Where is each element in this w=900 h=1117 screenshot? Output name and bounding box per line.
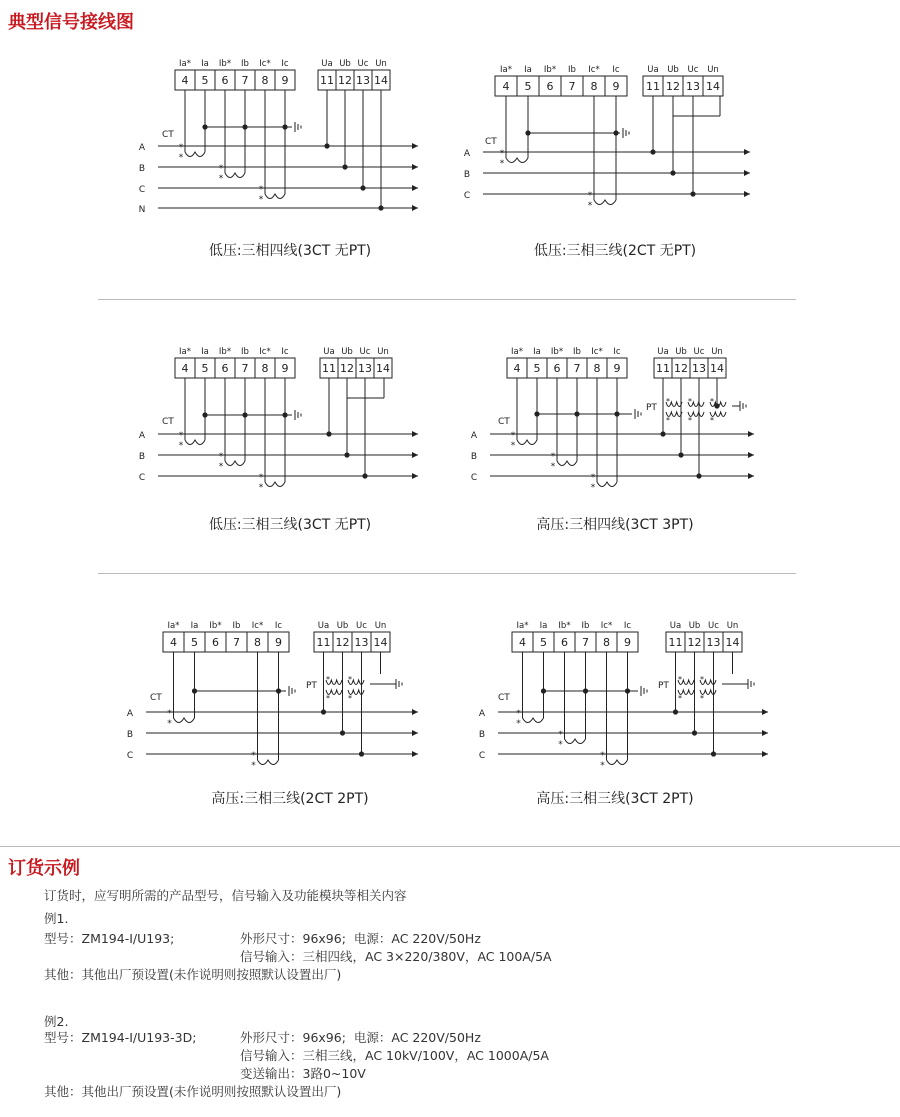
current-terminal-label: Ib* bbox=[550, 347, 564, 357]
polarity-star: * bbox=[590, 473, 596, 483]
voltage-terminal-number: 11 bbox=[322, 362, 336, 375]
voltage-terminal-number: 13 bbox=[686, 80, 700, 93]
junction-dot bbox=[378, 205, 383, 210]
current-terminal-label: Ic bbox=[274, 621, 283, 631]
junction-dot bbox=[541, 688, 546, 693]
junction-dot bbox=[202, 412, 207, 417]
line-arrow bbox=[412, 751, 418, 757]
junction-dot bbox=[192, 688, 197, 693]
ct-label: CT bbox=[498, 693, 510, 703]
current-terminal-number: 9 bbox=[281, 362, 289, 375]
polarity-star: * bbox=[218, 452, 224, 462]
current-terminal-number: 5 bbox=[191, 636, 198, 649]
current-terminal-label: Ia bbox=[524, 65, 532, 75]
line-arrow bbox=[762, 730, 768, 736]
polarity-star: * bbox=[251, 751, 256, 761]
voltage-terminal-label: Un bbox=[726, 621, 739, 631]
wiring-title: 典型信号接线图 bbox=[8, 12, 134, 33]
polarity-star: * bbox=[258, 195, 264, 205]
voltage-terminal-number: 11 bbox=[656, 362, 670, 375]
line-arrow bbox=[412, 709, 418, 715]
polarity-star: * bbox=[678, 675, 682, 684]
ex1-heading: 例1. bbox=[44, 911, 69, 926]
current-terminal-label: Ia bbox=[539, 621, 548, 631]
current-terminal-number: 4 bbox=[519, 636, 526, 649]
current-terminal-label: Ic bbox=[612, 65, 620, 75]
junction-dot bbox=[321, 709, 326, 714]
polarity-star: * bbox=[178, 441, 184, 451]
current-terminal-number: 9 bbox=[281, 74, 289, 87]
polarity-star: * bbox=[600, 751, 605, 761]
current-terminal-number: 9 bbox=[624, 636, 631, 649]
ct-coil bbox=[225, 173, 245, 178]
voltage-terminal-label: Ub bbox=[341, 347, 353, 357]
divider-2 bbox=[98, 573, 796, 574]
line-arrow bbox=[412, 730, 418, 736]
line-arrow bbox=[748, 452, 754, 458]
junction-dot bbox=[678, 452, 683, 457]
ct-label: CT bbox=[162, 130, 174, 140]
ex2-transmit: 变送输出：3路0~10V bbox=[240, 1066, 366, 1081]
polarity-star: * bbox=[348, 675, 352, 684]
polarity-star: * bbox=[218, 164, 224, 174]
current-terminal-label: Ib* bbox=[558, 621, 571, 631]
caption-6: 高压:三相三线(3CT 2PT) bbox=[536, 791, 694, 807]
voltage-terminal-number: 13 bbox=[356, 74, 370, 87]
ex1-model: 型号：ZM194-I/U193; bbox=[44, 931, 175, 946]
ct-coil bbox=[607, 760, 628, 765]
polarity-star: * bbox=[258, 483, 264, 488]
current-terminal-label: Ib bbox=[232, 621, 241, 631]
voltage-terminal-number: 14 bbox=[376, 362, 390, 375]
polarity-star: * bbox=[700, 694, 704, 703]
line-arrow bbox=[744, 149, 750, 155]
current-terminal-label: Ia* bbox=[500, 65, 512, 75]
current-terminal-number: 5 bbox=[524, 80, 532, 93]
junction-dot bbox=[340, 730, 345, 735]
polarity-star: * bbox=[590, 483, 596, 488]
caption-2: 低压:三相三线(2CT 无PT) bbox=[533, 243, 697, 259]
current-terminal-label: Ib* bbox=[218, 347, 232, 357]
current-terminal-number: 7 bbox=[241, 74, 249, 87]
phase-label-b: B bbox=[463, 170, 471, 180]
polarity-star: * bbox=[218, 174, 224, 184]
voltage-terminal-label: Un bbox=[374, 621, 387, 631]
polarity-star: * bbox=[499, 159, 505, 169]
polarity-star: * bbox=[326, 675, 330, 684]
current-terminal-number: 6 bbox=[546, 80, 554, 93]
phase-label-a: A bbox=[126, 709, 134, 719]
junction-dot bbox=[696, 473, 701, 478]
voltage-terminal-label: Ub bbox=[675, 347, 687, 357]
current-terminal-label: Ic* bbox=[588, 65, 600, 75]
current-terminal-number: 6 bbox=[221, 74, 229, 87]
polarity-star: * bbox=[558, 730, 563, 740]
phase-label-n: N bbox=[138, 205, 146, 215]
ct-label: CT bbox=[162, 417, 174, 427]
junction-dot bbox=[359, 751, 364, 756]
phase-label-a: A bbox=[138, 143, 146, 153]
line-arrow bbox=[412, 185, 418, 191]
polarity-star: * bbox=[587, 191, 593, 201]
current-terminal-label: Ic bbox=[281, 347, 289, 357]
polarity-star: * bbox=[666, 416, 670, 425]
voltage-terminal-label: Ua bbox=[669, 621, 682, 631]
phase-label-c: C bbox=[126, 751, 134, 761]
voltage-terminal-number: 12 bbox=[666, 80, 680, 93]
current-terminal-number: 6 bbox=[221, 362, 229, 375]
pt-label: PT bbox=[306, 681, 317, 691]
polarity-star: * bbox=[587, 201, 593, 211]
current-terminal-label: Ic bbox=[281, 59, 289, 69]
diagram-2 bbox=[455, 56, 765, 216]
current-terminal-label: Ib bbox=[568, 65, 576, 75]
order-title: 订货示例 bbox=[8, 858, 80, 879]
current-terminal-number: 8 bbox=[593, 362, 601, 375]
polarity-star: * bbox=[510, 431, 516, 441]
voltage-terminal-label: Uc bbox=[693, 347, 705, 357]
phase-label-c: C bbox=[463, 191, 471, 201]
polarity-star: * bbox=[710, 416, 714, 425]
voltage-terminal-label: Ub bbox=[667, 65, 679, 75]
ex2-signal: 信号输入：三相三线，AC 10kV/100V，AC 1000A/5A bbox=[240, 1048, 549, 1063]
caption-3: 低压:三相三线(3CT 无PT) bbox=[208, 517, 372, 533]
voltage-terminal-label: Uc bbox=[359, 347, 371, 357]
ct-coil bbox=[265, 194, 285, 199]
junction-dot bbox=[614, 411, 619, 416]
current-terminal-label: Ia* bbox=[179, 59, 191, 69]
current-terminal-number: 7 bbox=[582, 636, 589, 649]
voltage-terminal-label: Uc bbox=[687, 65, 699, 75]
ct-label: CT bbox=[485, 137, 497, 147]
current-terminal-label: Ia bbox=[533, 347, 541, 357]
section-divider bbox=[0, 846, 900, 847]
phase-label-b: B bbox=[126, 730, 134, 740]
ct-coil bbox=[225, 461, 245, 466]
current-terminal-number: 4 bbox=[502, 80, 510, 93]
divider-1 bbox=[98, 299, 796, 300]
junction-dot bbox=[202, 124, 207, 129]
current-terminal-number: 9 bbox=[613, 362, 621, 375]
diagram-3 bbox=[130, 338, 430, 488]
current-terminal-label: Ic* bbox=[259, 59, 271, 69]
current-terminal-number: 7 bbox=[241, 362, 249, 375]
polarity-star: * bbox=[258, 185, 264, 195]
ct-coil bbox=[506, 158, 528, 163]
voltage-terminal-number: 13 bbox=[692, 362, 706, 375]
voltage-terminal-label: Uc bbox=[708, 621, 719, 631]
voltage-terminal-label: Un bbox=[375, 59, 387, 69]
junction-dot bbox=[242, 412, 247, 417]
current-terminal-label: Ib bbox=[241, 59, 249, 69]
junction-dot bbox=[282, 412, 287, 417]
line-arrow bbox=[412, 143, 418, 149]
ex2-other: 其他：其他出厂预设置(未作说明则按照默认设置出厂) bbox=[44, 1084, 342, 1099]
voltage-terminal-number: 11 bbox=[320, 74, 334, 87]
phase-label-c: C bbox=[470, 473, 478, 483]
junction-dot bbox=[711, 751, 716, 756]
junction-dot bbox=[324, 143, 329, 148]
junction-dot bbox=[282, 124, 287, 129]
caption-4: 高压:三相四线(3CT 3PT) bbox=[536, 517, 694, 533]
diagram-6 bbox=[470, 612, 780, 772]
polarity-star: * bbox=[666, 397, 670, 406]
current-terminal-number: 6 bbox=[212, 636, 219, 649]
ct-coil bbox=[185, 152, 205, 157]
voltage-terminal-label: Ua bbox=[321, 59, 333, 69]
voltage-terminal-number: 13 bbox=[706, 636, 721, 649]
voltage-terminal-number: 11 bbox=[646, 80, 660, 93]
ct-coil bbox=[265, 482, 285, 487]
current-terminal-number: 8 bbox=[603, 636, 610, 649]
voltage-terminal-label: Ua bbox=[323, 347, 335, 357]
current-terminal-number: 8 bbox=[254, 636, 261, 649]
phase-label-b: B bbox=[470, 452, 478, 462]
current-terminal-label: Ia bbox=[190, 621, 199, 631]
current-terminal-number: 8 bbox=[261, 74, 269, 87]
voltage-terminal-number: 14 bbox=[374, 74, 388, 87]
junction-dot bbox=[344, 452, 349, 457]
junction-dot bbox=[670, 170, 675, 175]
voltage-terminal-label: Un bbox=[707, 65, 719, 75]
current-terminal-number: 7 bbox=[573, 362, 581, 375]
polarity-star: * bbox=[510, 441, 516, 451]
ct-coil bbox=[523, 718, 544, 723]
current-terminal-number: 9 bbox=[612, 80, 620, 93]
polarity-star: * bbox=[600, 761, 605, 771]
voltage-terminal-label: Ub bbox=[688, 621, 701, 631]
current-terminal-label: Ib* bbox=[209, 621, 222, 631]
current-terminal-number: 5 bbox=[201, 362, 209, 375]
polarity-star: * bbox=[499, 149, 505, 159]
voltage-terminal-number: 14 bbox=[725, 636, 740, 649]
polarity-star: * bbox=[258, 473, 264, 483]
current-terminal-number: 8 bbox=[590, 80, 598, 93]
ct-coil bbox=[517, 440, 537, 445]
polarity-star: * bbox=[167, 719, 172, 729]
ct-coil bbox=[557, 461, 577, 466]
voltage-terminal-number: 12 bbox=[335, 636, 350, 649]
junction-dot bbox=[525, 130, 530, 135]
line-arrow bbox=[762, 709, 768, 715]
voltage-terminal-number: 14 bbox=[710, 362, 724, 375]
voltage-terminal-label: Ua bbox=[647, 65, 659, 75]
phase-label-c: C bbox=[478, 751, 486, 761]
voltage-terminal-number: 12 bbox=[674, 362, 688, 375]
junction-dot bbox=[583, 688, 588, 693]
phase-label-a: A bbox=[138, 431, 146, 441]
ct-coil bbox=[597, 482, 617, 487]
pt-label: PT bbox=[658, 681, 669, 691]
caption-1: 低压:三相四线(3CT 无PT) bbox=[208, 243, 372, 259]
junction-dot bbox=[276, 688, 281, 693]
current-terminal-number: 4 bbox=[181, 74, 189, 87]
current-terminal-number: 8 bbox=[261, 362, 269, 375]
voltage-terminal-number: 12 bbox=[687, 636, 702, 649]
voltage-terminal-number: 13 bbox=[358, 362, 372, 375]
line-arrow bbox=[412, 473, 418, 479]
line-arrow bbox=[412, 205, 418, 211]
current-terminal-label: Ib* bbox=[218, 59, 232, 69]
phase-label-c: C bbox=[138, 185, 146, 195]
polarity-star: * bbox=[550, 452, 556, 462]
diagram-1 bbox=[130, 50, 430, 220]
current-terminal-label: Ib bbox=[241, 347, 249, 357]
ct-coil bbox=[258, 760, 279, 765]
polarity-star: * bbox=[550, 462, 556, 472]
current-terminal-number: 5 bbox=[201, 74, 209, 87]
phase-label-a: A bbox=[470, 431, 478, 441]
diagram-4 bbox=[462, 338, 772, 488]
current-terminal-number: 5 bbox=[533, 362, 541, 375]
junction-dot bbox=[362, 473, 367, 478]
voltage-terminal-label: Un bbox=[711, 347, 723, 357]
voltage-terminal-number: 11 bbox=[316, 636, 331, 649]
pt-label: PT bbox=[646, 403, 657, 413]
phase-label-c: C bbox=[138, 473, 146, 483]
polarity-star: * bbox=[516, 709, 521, 719]
junction-dot bbox=[574, 411, 579, 416]
voltage-terminal-label: Ub bbox=[339, 59, 351, 69]
line-arrow bbox=[744, 191, 750, 197]
voltage-terminal-label: Ua bbox=[317, 621, 330, 631]
line-arrow bbox=[762, 751, 768, 757]
ct-label: CT bbox=[150, 693, 162, 703]
line-arrow bbox=[412, 452, 418, 458]
current-terminal-label: Ia bbox=[201, 347, 209, 357]
voltage-terminal-label: Un bbox=[377, 347, 389, 357]
junction-dot bbox=[660, 431, 665, 436]
phase-label-a: A bbox=[478, 709, 486, 719]
ct-coil bbox=[174, 718, 195, 723]
voltage-terminal-label: Uc bbox=[357, 59, 369, 69]
current-terminal-number: 7 bbox=[233, 636, 240, 649]
polarity-star: * bbox=[326, 694, 330, 703]
junction-dot bbox=[360, 185, 365, 190]
current-terminal-number: 4 bbox=[513, 362, 521, 375]
voltage-terminal-label: Uc bbox=[356, 621, 367, 631]
line-arrow bbox=[748, 473, 754, 479]
ct-coil bbox=[594, 200, 616, 205]
polarity-star: * bbox=[218, 462, 224, 472]
junction-dot bbox=[625, 688, 630, 693]
current-terminal-number: 5 bbox=[540, 636, 547, 649]
current-terminal-label: Ia* bbox=[511, 347, 523, 357]
ct-coil bbox=[185, 440, 205, 445]
junction-dot bbox=[692, 730, 697, 735]
caption-5: 高压:三相三线(2CT 2PT) bbox=[211, 791, 369, 807]
current-terminal-number: 6 bbox=[561, 636, 568, 649]
line-arrow bbox=[412, 164, 418, 170]
current-terminal-label: Ib bbox=[581, 621, 590, 631]
polarity-star: * bbox=[700, 675, 704, 684]
line-arrow bbox=[748, 431, 754, 437]
current-terminal-label: Ic bbox=[613, 347, 621, 357]
current-terminal-label: Ic* bbox=[600, 621, 613, 631]
polarity-star: * bbox=[167, 709, 172, 719]
phase-label-b: B bbox=[138, 164, 146, 174]
current-terminal-label: Ic bbox=[623, 621, 632, 631]
junction-dot bbox=[534, 411, 539, 416]
current-terminal-label: Ia bbox=[201, 59, 209, 69]
diagram-5 bbox=[118, 612, 428, 772]
voltage-terminal-number: 14 bbox=[373, 636, 388, 649]
polarity-star: * bbox=[178, 153, 184, 163]
voltage-terminal-number: 14 bbox=[706, 80, 720, 93]
line-arrow bbox=[412, 431, 418, 437]
polarity-star: * bbox=[178, 431, 184, 441]
junction-dot bbox=[342, 164, 347, 169]
phase-label-b: B bbox=[478, 730, 486, 740]
current-terminal-label: Ic* bbox=[251, 621, 264, 631]
current-terminal-number: 7 bbox=[568, 80, 576, 93]
current-terminal-number: 4 bbox=[181, 362, 189, 375]
phase-label-b: B bbox=[138, 452, 146, 462]
polarity-star: * bbox=[516, 719, 521, 729]
ex1-other: 其他：其他出厂预设置(未作说明则按照默认设置出厂) bbox=[44, 967, 342, 982]
polarity-star: * bbox=[710, 397, 714, 406]
phase-label-a: A bbox=[463, 149, 471, 159]
voltage-terminal-number: 11 bbox=[668, 636, 683, 649]
line-arrow bbox=[744, 170, 750, 176]
current-terminal-number: 9 bbox=[275, 636, 282, 649]
current-terminal-label: Ic* bbox=[259, 347, 271, 357]
voltage-terminal-number: 13 bbox=[354, 636, 369, 649]
ct-label: CT bbox=[498, 417, 510, 427]
junction-dot bbox=[613, 130, 618, 135]
junction-dot bbox=[673, 709, 678, 714]
voltage-terminal-label: Ub bbox=[336, 621, 349, 631]
polarity-star: * bbox=[348, 694, 352, 703]
ex2-size-power: 外形尺寸：96x96; 电源：AC 220V/50Hz bbox=[240, 1030, 481, 1045]
ct-coil bbox=[565, 739, 586, 744]
ex2-heading: 例2. bbox=[44, 1014, 69, 1029]
current-terminal-label: Ib* bbox=[543, 65, 557, 75]
voltage-terminal-number: 12 bbox=[338, 74, 352, 87]
polarity-star: * bbox=[178, 143, 184, 153]
current-terminal-number: 6 bbox=[553, 362, 561, 375]
polarity-star: * bbox=[558, 740, 563, 750]
ex1-signal: 信号输入：三相四线，AC 3×220/380V，AC 100A/5A bbox=[240, 949, 552, 964]
polarity-star: * bbox=[251, 761, 256, 771]
voltage-terminal-number: 12 bbox=[340, 362, 354, 375]
junction-dot bbox=[242, 124, 247, 129]
junction-dot bbox=[690, 191, 695, 196]
polarity-star: * bbox=[688, 416, 692, 425]
polarity-star: * bbox=[678, 694, 682, 703]
current-terminal-number: 4 bbox=[170, 636, 177, 649]
current-terminal-label: Ia* bbox=[516, 621, 529, 631]
junction-dot bbox=[650, 149, 655, 154]
current-terminal-label: Ia* bbox=[179, 347, 191, 357]
order-intro: 订货时，应写明所需的产品型号，信号输入及功能模块等相关内容 bbox=[44, 888, 407, 903]
current-terminal-label: Ib bbox=[573, 347, 581, 357]
polarity-star: * bbox=[688, 397, 692, 406]
ex2-model: 型号：ZM194-I/U193-3D; bbox=[44, 1030, 197, 1045]
current-terminal-label: Ia* bbox=[167, 621, 180, 631]
voltage-terminal-label: Ua bbox=[657, 347, 669, 357]
ex1-size-power: 外形尺寸：96x96; 电源：AC 220V/50Hz bbox=[240, 931, 481, 946]
current-terminal-label: Ic* bbox=[591, 347, 603, 357]
junction-dot bbox=[326, 431, 331, 436]
